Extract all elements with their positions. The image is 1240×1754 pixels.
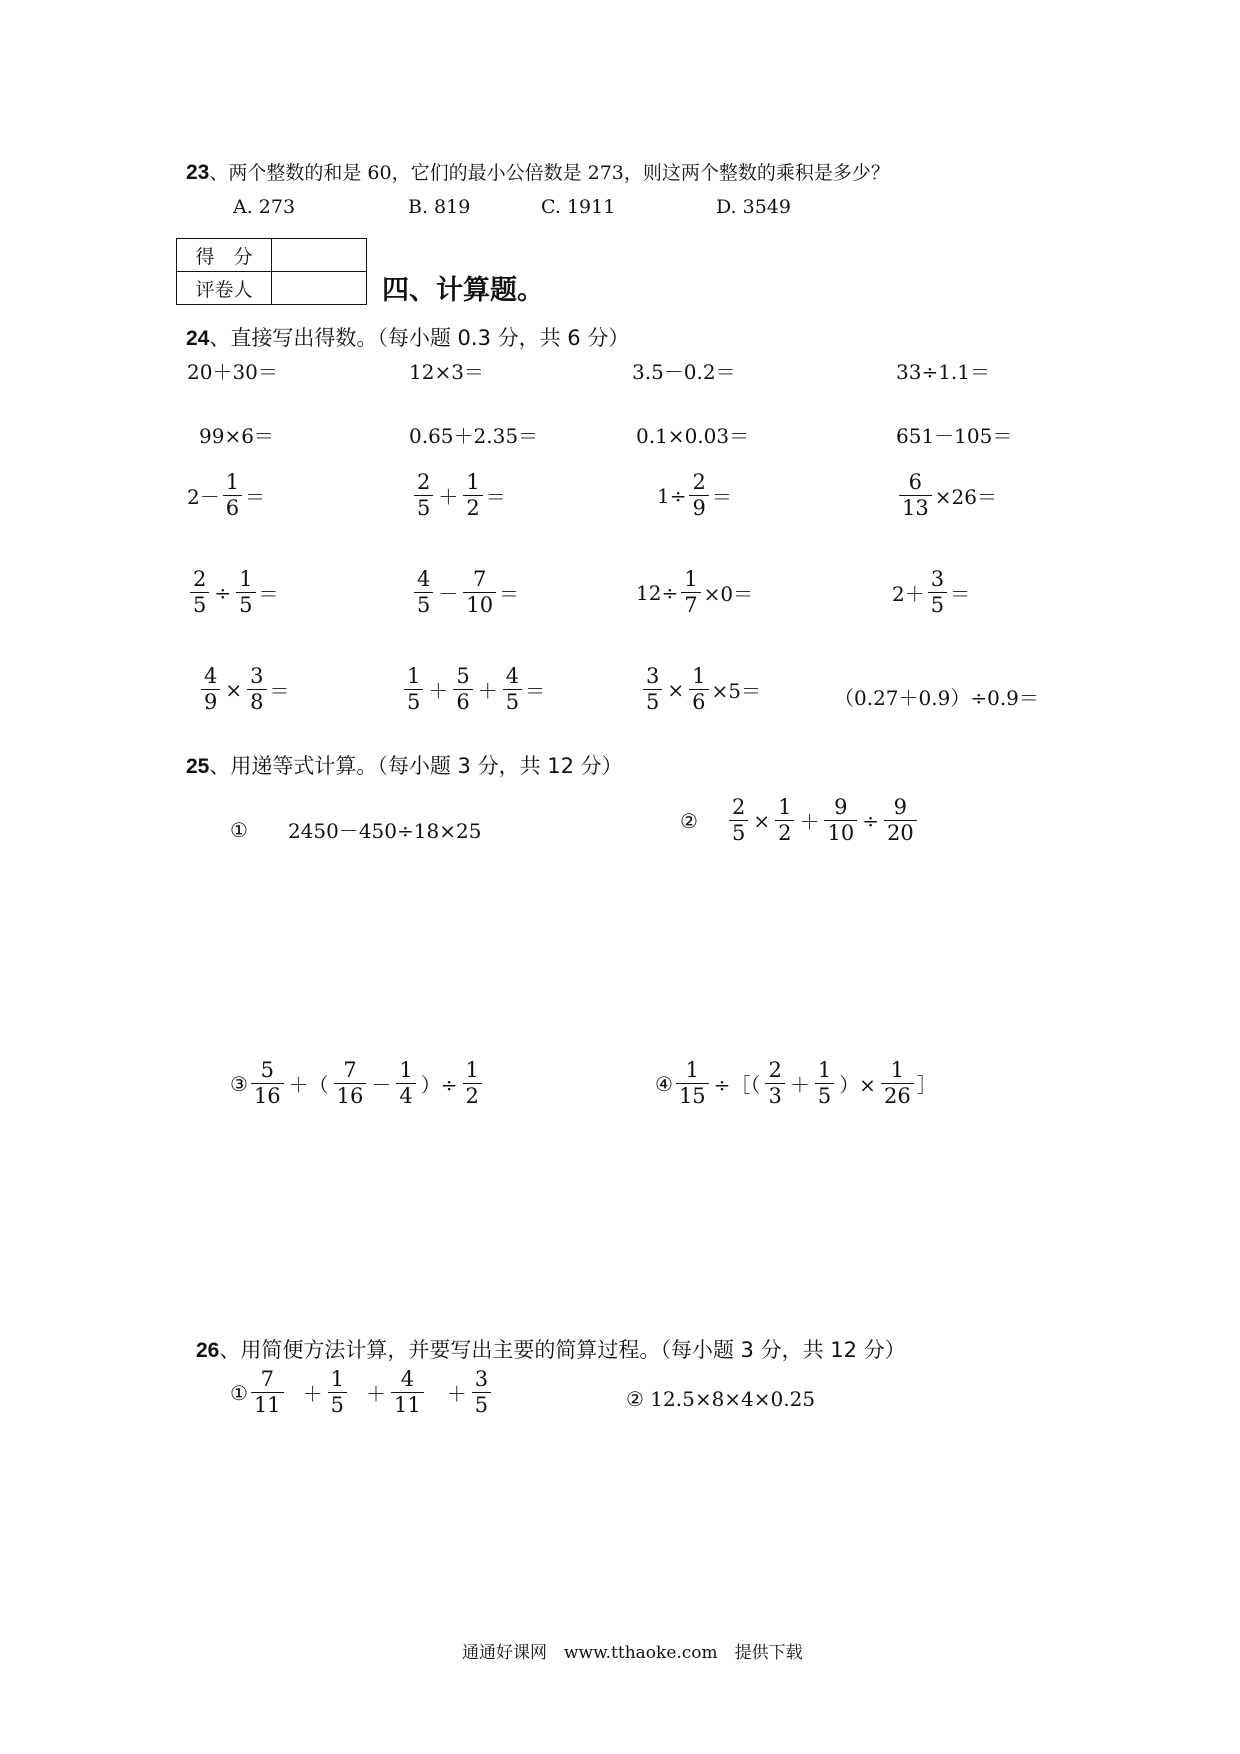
expr-text: ×0＝ xyxy=(703,582,754,607)
question-number: 25 xyxy=(186,755,210,778)
denominator: 5 xyxy=(930,593,945,618)
question-25 xyxy=(186,750,623,780)
numerator: 5 xyxy=(456,664,470,688)
denominator: 5 xyxy=(193,593,207,618)
denominator: 4 xyxy=(399,1084,413,1109)
calc-item xyxy=(187,567,279,618)
fraction xyxy=(463,470,482,521)
calc-item: 20＋30＝ xyxy=(187,360,278,384)
calc-item xyxy=(657,470,732,521)
denominator: 9 xyxy=(204,690,218,715)
expr-text: ＝ xyxy=(258,582,279,607)
denominator: 13 xyxy=(902,496,929,521)
question-text: 、两个整数的和是 60，它们的最小公倍数是 273，则这两个整数的乘积是多少？ xyxy=(209,162,890,184)
denominator: 5 xyxy=(417,593,431,618)
operator: × xyxy=(667,677,685,702)
fraction xyxy=(729,795,748,846)
expr-text: ×5＝ xyxy=(711,679,761,704)
question-text: 、直接写出得数。（每小题 0.3 分，共 6 分） xyxy=(209,326,630,350)
grader-label: 评卷人 xyxy=(177,272,272,305)
denominator: 5 xyxy=(646,690,660,715)
denominator: 5 xyxy=(505,690,520,715)
numerator: 2 xyxy=(417,470,431,494)
fraction xyxy=(928,567,947,618)
expr-text: 1÷ xyxy=(657,483,687,508)
denominator: 5 xyxy=(731,821,746,846)
operator: × xyxy=(753,808,771,833)
denominator: 3 xyxy=(768,1084,782,1109)
numerator: 5 xyxy=(260,1058,274,1082)
expr-text: 12÷ xyxy=(636,580,679,605)
fraction xyxy=(689,470,708,521)
denominator: 15 xyxy=(678,1084,706,1109)
calc-item: 0.1×0.03＝ xyxy=(636,424,750,448)
grader-field xyxy=(272,272,367,305)
item-marker: ① xyxy=(230,817,248,842)
numerator: 7 xyxy=(343,1058,357,1082)
calc-item xyxy=(411,470,506,521)
denominator: 10 xyxy=(466,593,494,618)
numerator: 1 xyxy=(407,664,421,688)
operator: － xyxy=(371,1073,392,1098)
operator: ÷ xyxy=(862,808,879,833)
question-26 xyxy=(196,1334,906,1364)
calc-item: 651－105＝ xyxy=(896,424,1013,448)
option-a: A. 273 xyxy=(233,196,296,218)
expr-text: ＝ xyxy=(269,679,290,704)
denominator: 2 xyxy=(465,1084,479,1109)
numerator: 1 xyxy=(890,1058,904,1082)
expr-text: ＝ xyxy=(245,485,266,510)
numerator: 4 xyxy=(400,1367,415,1391)
fraction xyxy=(881,1058,914,1109)
option-d: D. 3549 xyxy=(716,196,791,218)
denominator: 11 xyxy=(394,1393,421,1418)
numerator: 7 xyxy=(260,1367,274,1391)
fraction xyxy=(689,664,708,715)
calc-item: 99×6＝ xyxy=(199,424,274,448)
denominator: 5 xyxy=(330,1393,345,1418)
calc-item: 33÷1.1＝ xyxy=(896,360,991,384)
expr-text: ＝ xyxy=(950,582,971,607)
score-field xyxy=(272,239,367,272)
numerator: 6 xyxy=(908,470,923,494)
denominator: 5 xyxy=(474,1393,489,1418)
numerator: 4 xyxy=(204,664,218,688)
numerator: 1 xyxy=(778,795,792,819)
numerator: 1 xyxy=(330,1367,345,1391)
operator: ）÷ xyxy=(420,1073,458,1098)
denominator: 2 xyxy=(778,821,792,846)
calc-item xyxy=(636,567,753,618)
question-24 xyxy=(186,322,629,352)
question-23 xyxy=(186,158,890,185)
expr-text: 2＋ xyxy=(892,582,925,607)
question-text: 、用递等式计算。（每小题 3 分，共 12 分） xyxy=(209,754,623,778)
operator: ＋ xyxy=(446,1382,467,1407)
expr-text: ＝ xyxy=(525,679,546,704)
fraction xyxy=(824,795,857,846)
denominator: 5 xyxy=(417,496,431,521)
fraction xyxy=(396,1058,415,1109)
numerator: 4 xyxy=(417,567,431,591)
fraction xyxy=(453,664,472,715)
denominator: 10 xyxy=(827,821,855,846)
numerator: 2 xyxy=(768,1058,782,1082)
fraction xyxy=(775,795,794,846)
calc-item: 0.65＋2.35＝ xyxy=(409,424,539,448)
score-label: 得 分 xyxy=(177,239,272,272)
sub-question-1 xyxy=(230,1367,494,1418)
fraction xyxy=(681,567,700,618)
fraction xyxy=(201,664,220,715)
fraction xyxy=(404,664,423,715)
item-marker: ④ xyxy=(655,1071,673,1096)
numerator: 1 xyxy=(692,664,706,688)
operator: × xyxy=(225,677,243,702)
item-marker: ③ xyxy=(230,1071,248,1096)
score-box xyxy=(176,238,367,305)
operator: ＋ xyxy=(428,679,449,704)
denominator: 5 xyxy=(407,690,421,715)
fraction xyxy=(223,470,242,521)
expr-text: ］ xyxy=(916,1073,937,1098)
numerator: 3 xyxy=(250,664,264,688)
fraction xyxy=(463,1058,482,1109)
calc-item xyxy=(411,567,519,618)
denominator: 26 xyxy=(883,1084,911,1109)
fraction xyxy=(503,664,522,715)
question-text: 、用简便方法计算，并要写出主要的简算过程。（每小题 3 分，共 12 分） xyxy=(219,1338,906,1362)
sub-question-2: ② 12.5×8×4×0.25 xyxy=(626,1387,816,1411)
calc-item xyxy=(640,664,761,715)
denominator: 9 xyxy=(692,496,706,521)
section-title: 四、计算题。 xyxy=(382,275,544,306)
numerator: 1 xyxy=(225,470,240,494)
sub-question-3 xyxy=(230,1058,485,1109)
fraction xyxy=(236,567,255,618)
fraction xyxy=(899,470,932,521)
fraction xyxy=(463,567,496,618)
expr-text: ＝ xyxy=(485,485,506,510)
calc-item: 3.5－0.2＝ xyxy=(632,360,736,384)
question-number: 26 xyxy=(196,1339,220,1362)
numerator: 3 xyxy=(646,664,660,688)
denominator: 8 xyxy=(250,690,264,715)
calc-item xyxy=(187,470,265,521)
numerator: 3 xyxy=(930,567,945,591)
operator: ＋（ xyxy=(288,1073,329,1098)
denominator: 16 xyxy=(253,1084,281,1109)
sub-question-4 xyxy=(655,1058,937,1109)
sub-question-1 xyxy=(230,815,481,844)
denominator: 5 xyxy=(817,1084,832,1109)
numerator: 9 xyxy=(893,795,907,819)
operator: － xyxy=(438,582,459,607)
fraction xyxy=(251,1058,284,1109)
fraction xyxy=(247,664,266,715)
operator: ＋ xyxy=(799,810,820,835)
denominator: 6 xyxy=(456,690,470,715)
numerator: 2 xyxy=(692,470,706,494)
operator: ＋ xyxy=(366,1382,387,1407)
numerator: 1 xyxy=(465,1058,479,1082)
fraction xyxy=(251,1367,284,1418)
numerator: 9 xyxy=(834,795,848,819)
page-footer: 通通好课网 www.tthaoke.com 提供下载 xyxy=(462,1643,803,1663)
expr-text: ＝ xyxy=(711,485,732,510)
calc-item: （0.27＋0.9）÷0.9＝ xyxy=(834,686,1039,710)
option-c: C. 1911 xyxy=(541,196,616,218)
operator: ＋ xyxy=(302,1382,323,1407)
numerator: 4 xyxy=(505,664,520,688)
expr-text: ×26＝ xyxy=(934,485,997,510)
sub-question-2 xyxy=(680,795,920,846)
calc-item xyxy=(401,664,545,715)
numerator: 1 xyxy=(684,567,698,591)
fraction xyxy=(334,1058,367,1109)
operator: ）× xyxy=(839,1073,876,1098)
numerator: 1 xyxy=(817,1058,832,1082)
expr-text: ＝ xyxy=(499,582,520,607)
denominator: 6 xyxy=(692,690,706,715)
fraction xyxy=(815,1058,834,1109)
item-marker: ① xyxy=(230,1380,248,1405)
operator: ÷ xyxy=(214,580,232,605)
expr-text: 2450－450÷18×25 xyxy=(287,819,482,843)
calc-item xyxy=(198,664,290,715)
denominator: 2 xyxy=(466,496,480,521)
denominator: 6 xyxy=(225,496,240,521)
fraction xyxy=(391,1367,424,1418)
fraction xyxy=(676,1058,709,1109)
fraction xyxy=(765,1058,784,1109)
numerator: 1 xyxy=(466,470,480,494)
numerator: 3 xyxy=(474,1367,489,1391)
operator: ＋ xyxy=(477,679,498,704)
question-number: 24 xyxy=(186,327,210,350)
expr-text: 2－ xyxy=(187,485,220,510)
calc-item xyxy=(896,470,997,521)
numerator: 2 xyxy=(731,795,746,819)
fraction xyxy=(190,567,209,618)
item-marker: ② xyxy=(680,808,698,833)
denominator: 11 xyxy=(253,1393,281,1418)
fraction xyxy=(414,470,433,521)
denominator: 7 xyxy=(684,593,698,618)
fraction xyxy=(328,1367,347,1418)
fraction xyxy=(884,795,917,846)
option-b: B. 819 xyxy=(408,196,471,218)
question-number: 23 xyxy=(186,161,210,184)
numerator: 1 xyxy=(399,1058,413,1082)
numerator: 7 xyxy=(473,567,487,591)
operator: ＋ xyxy=(438,485,459,510)
fraction xyxy=(472,1367,491,1418)
operator: ＋ xyxy=(789,1073,810,1098)
fraction xyxy=(643,664,662,715)
denominator: 20 xyxy=(886,821,914,846)
fraction xyxy=(414,567,433,618)
calc-item: 12×3＝ xyxy=(409,360,484,384)
numerator: 2 xyxy=(193,567,207,591)
denominator: 5 xyxy=(239,593,253,618)
denominator: 16 xyxy=(336,1084,364,1109)
calc-item xyxy=(892,567,970,618)
numerator: 1 xyxy=(685,1058,699,1082)
operator: ÷［（ xyxy=(713,1073,761,1098)
numerator: 1 xyxy=(239,567,253,591)
